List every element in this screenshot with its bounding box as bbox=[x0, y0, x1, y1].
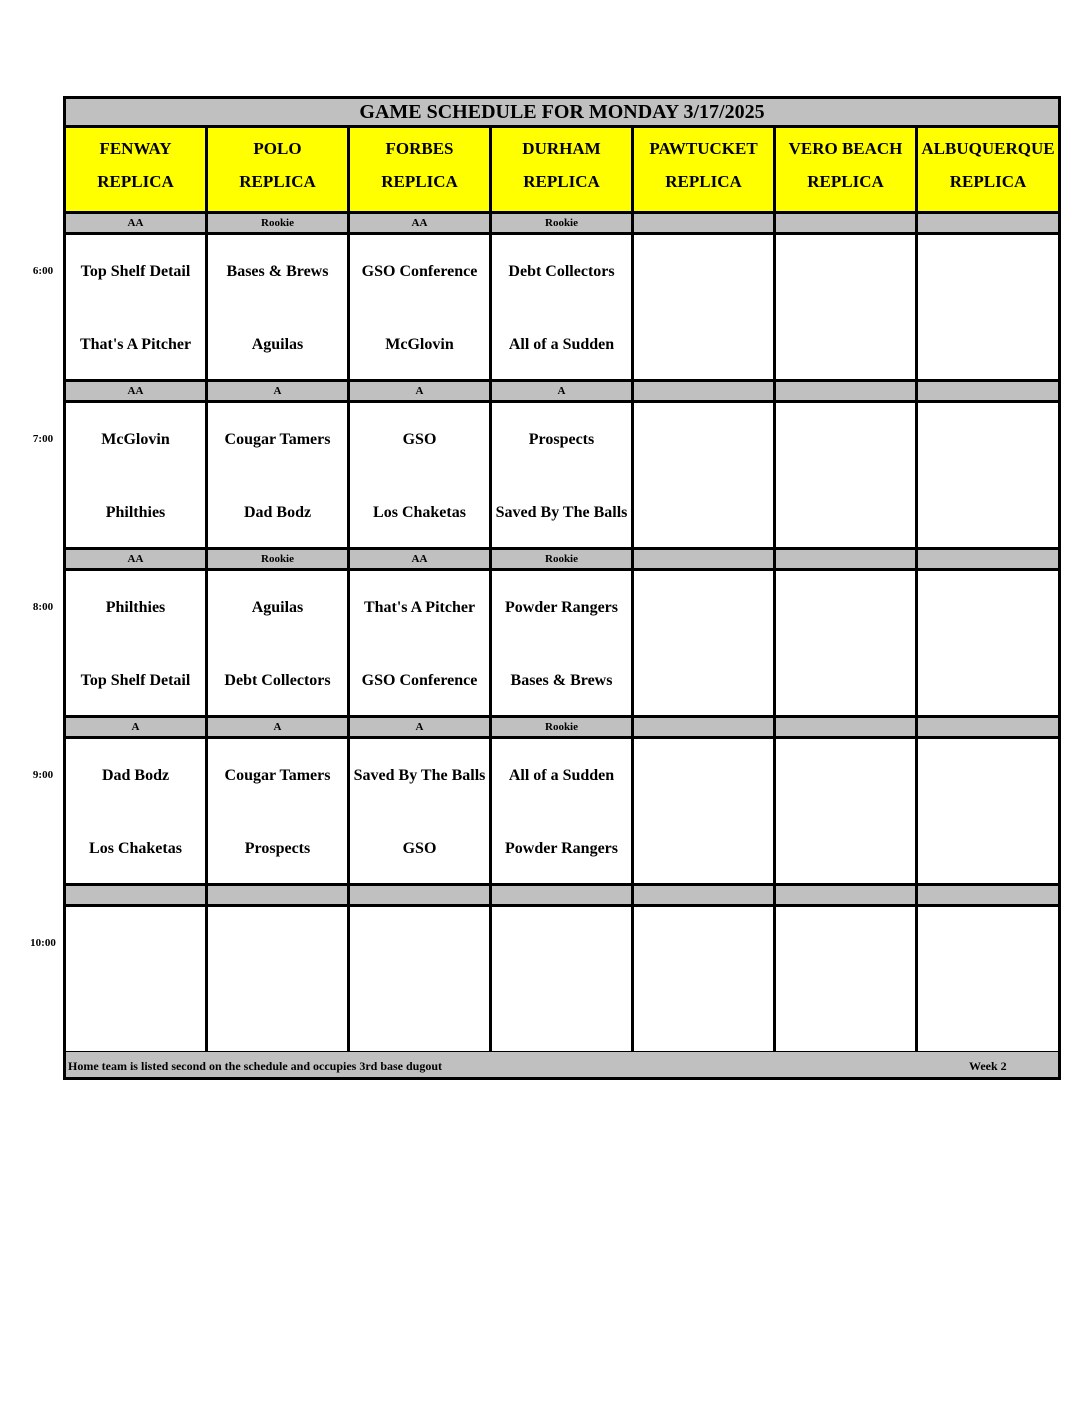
field-header bbox=[66, 128, 208, 211]
home-team bbox=[210, 994, 345, 1038]
division-label: Rookie bbox=[492, 214, 634, 232]
away-team bbox=[636, 753, 771, 797]
time-label: 9:00 bbox=[32, 769, 54, 781]
home-team: Los Chaketas bbox=[373, 503, 466, 521]
schedule-table bbox=[63, 96, 1061, 1080]
game-cell bbox=[350, 571, 492, 715]
division-label: AA bbox=[66, 550, 208, 568]
home-team bbox=[778, 826, 913, 870]
division-label: Rookie bbox=[492, 550, 634, 568]
division-row bbox=[66, 214, 1058, 235]
field-header bbox=[634, 128, 776, 211]
division-label bbox=[208, 886, 350, 904]
division-label bbox=[776, 382, 918, 400]
field-name: FORBES bbox=[385, 139, 454, 158]
game-cell bbox=[350, 403, 492, 547]
away-team: That's A Pitcher bbox=[363, 598, 476, 616]
game-cell bbox=[208, 235, 350, 379]
field-subtitle: REPLICA bbox=[523, 172, 600, 191]
home-team: GSO bbox=[402, 839, 437, 857]
away-team bbox=[920, 417, 1056, 461]
field-name: PAWTUCKET bbox=[649, 139, 758, 158]
away-team bbox=[352, 921, 487, 965]
game-cell bbox=[776, 571, 918, 715]
game-cell bbox=[208, 739, 350, 883]
away-team bbox=[778, 417, 913, 461]
away-team bbox=[778, 585, 913, 629]
division-label bbox=[634, 214, 776, 232]
division-row bbox=[66, 382, 1058, 403]
footer-bar bbox=[66, 1052, 1058, 1077]
home-team: Los Chaketas bbox=[89, 839, 182, 857]
away-team: Dad Bodz bbox=[101, 766, 170, 784]
week-label: Week 2 bbox=[969, 1059, 1007, 1073]
division-label: AA bbox=[66, 214, 208, 232]
field-header bbox=[918, 128, 1058, 211]
away-team: Saved By The Balls bbox=[353, 766, 486, 784]
division-label bbox=[634, 886, 776, 904]
game-cell bbox=[350, 907, 492, 1051]
game-cell bbox=[918, 907, 1058, 1051]
division-label bbox=[66, 886, 208, 904]
field-header-row bbox=[66, 128, 1058, 214]
away-team bbox=[636, 417, 771, 461]
division-label: A bbox=[66, 718, 208, 736]
game-cell bbox=[492, 907, 634, 1051]
game-cell bbox=[776, 739, 918, 883]
home-team: Aguilas bbox=[251, 335, 304, 353]
field-subtitle: REPLICA bbox=[381, 172, 458, 191]
division-label bbox=[918, 886, 1058, 904]
field-header bbox=[350, 128, 492, 211]
away-team bbox=[920, 921, 1056, 965]
away-team: Top Shelf Detail bbox=[80, 262, 191, 280]
away-team bbox=[920, 753, 1056, 797]
footer-note: Home team is listed second on the schedule and occupies 3rd base dugout bbox=[68, 1059, 443, 1073]
home-team: Prospects bbox=[244, 839, 311, 857]
game-cell bbox=[776, 907, 918, 1051]
away-team bbox=[920, 249, 1056, 293]
game-cell bbox=[634, 235, 776, 379]
field-name: VERO BEACH bbox=[788, 139, 903, 158]
home-team bbox=[636, 658, 771, 702]
away-team: Bases & Brews bbox=[226, 262, 329, 280]
game-row bbox=[66, 571, 1058, 718]
home-team: McGlovin bbox=[385, 335, 454, 353]
home-team bbox=[352, 994, 487, 1038]
field-subtitle: REPLICA bbox=[239, 172, 316, 191]
home-team bbox=[636, 826, 771, 870]
game-cell bbox=[66, 907, 208, 1051]
game-cell bbox=[492, 739, 634, 883]
home-team: Top Shelf Detail bbox=[80, 671, 191, 689]
game-cell bbox=[66, 403, 208, 547]
game-cell bbox=[776, 403, 918, 547]
time-label: 8:00 bbox=[32, 601, 54, 613]
away-team: Aguilas bbox=[251, 598, 304, 616]
away-team bbox=[636, 921, 771, 965]
field-name: DURHAM bbox=[522, 139, 601, 158]
division-label: AA bbox=[350, 214, 492, 232]
home-team bbox=[636, 490, 771, 534]
division-label: Rookie bbox=[208, 550, 350, 568]
division-label bbox=[776, 214, 918, 232]
field-subtitle: REPLICA bbox=[665, 172, 742, 191]
game-cell bbox=[66, 571, 208, 715]
division-label: AA bbox=[350, 550, 492, 568]
division-label bbox=[634, 382, 776, 400]
away-team bbox=[210, 921, 345, 965]
division-row bbox=[66, 886, 1058, 907]
game-cell bbox=[492, 403, 634, 547]
home-team: Saved By The Balls bbox=[495, 503, 628, 521]
division-label bbox=[918, 718, 1058, 736]
division-label: A bbox=[208, 382, 350, 400]
home-team: All of a Sudden bbox=[508, 335, 615, 353]
division-label: Rookie bbox=[492, 718, 634, 736]
away-team bbox=[778, 249, 913, 293]
home-team: Dad Bodz bbox=[243, 503, 312, 521]
home-team: Philthies bbox=[105, 503, 166, 521]
game-cell bbox=[634, 739, 776, 883]
away-team bbox=[68, 921, 203, 965]
game-cell bbox=[918, 403, 1058, 547]
away-team: All of a Sudden bbox=[508, 766, 615, 784]
game-cell bbox=[918, 571, 1058, 715]
away-team: Debt Collectors bbox=[508, 262, 615, 280]
home-team bbox=[920, 994, 1056, 1038]
field-header bbox=[208, 128, 350, 211]
field-subtitle: REPLICA bbox=[97, 172, 174, 191]
division-label: A bbox=[350, 718, 492, 736]
division-label bbox=[634, 550, 776, 568]
away-team bbox=[778, 753, 913, 797]
home-team bbox=[494, 994, 629, 1038]
field-name: ALBUQUERQUE bbox=[921, 139, 1055, 158]
division-label bbox=[776, 886, 918, 904]
game-cell bbox=[208, 571, 350, 715]
field-name: FENWAY bbox=[99, 139, 172, 158]
home-team bbox=[778, 322, 913, 366]
field-subtitle: REPLICA bbox=[949, 172, 1027, 191]
away-team: Cougar Tamers bbox=[224, 430, 331, 448]
game-cell bbox=[634, 403, 776, 547]
game-cell bbox=[634, 571, 776, 715]
division-label bbox=[918, 550, 1058, 568]
division-label: AA bbox=[66, 382, 208, 400]
field-header bbox=[492, 128, 634, 211]
away-team: GSO bbox=[402, 430, 437, 448]
home-team bbox=[920, 826, 1056, 870]
division-label bbox=[776, 550, 918, 568]
division-label bbox=[776, 718, 918, 736]
home-team bbox=[778, 490, 913, 534]
home-team bbox=[636, 994, 771, 1038]
game-cell bbox=[918, 739, 1058, 883]
division-label bbox=[350, 886, 492, 904]
division-label bbox=[634, 718, 776, 736]
away-team: GSO Conference bbox=[361, 262, 478, 280]
away-team bbox=[778, 921, 913, 965]
field-header bbox=[776, 128, 918, 211]
time-label: 6:00 bbox=[32, 265, 54, 277]
home-team bbox=[920, 322, 1056, 366]
away-team bbox=[920, 585, 1056, 629]
away-team: Prospects bbox=[528, 430, 595, 448]
home-team: Debt Collectors bbox=[224, 671, 331, 689]
home-team bbox=[920, 490, 1056, 534]
game-cell bbox=[66, 235, 208, 379]
away-team bbox=[494, 921, 629, 965]
away-team: McGlovin bbox=[101, 430, 170, 448]
division-label: A bbox=[492, 382, 634, 400]
division-label: Rookie bbox=[208, 214, 350, 232]
game-row bbox=[66, 907, 1058, 1054]
game-cell bbox=[634, 907, 776, 1051]
game-row bbox=[66, 739, 1058, 886]
division-label bbox=[492, 886, 634, 904]
field-name: POLO bbox=[253, 139, 302, 158]
home-team bbox=[920, 658, 1056, 702]
game-cell bbox=[350, 739, 492, 883]
field-subtitle: REPLICA bbox=[807, 172, 884, 191]
division-label bbox=[918, 382, 1058, 400]
away-team: Cougar Tamers bbox=[224, 766, 331, 784]
game-row bbox=[66, 403, 1058, 550]
game-cell bbox=[492, 571, 634, 715]
home-team: Powder Rangers bbox=[504, 839, 619, 857]
away-team bbox=[636, 585, 771, 629]
time-label: 10:00 bbox=[30, 937, 56, 949]
away-team: Powder Rangers bbox=[504, 598, 619, 616]
division-label bbox=[918, 214, 1058, 232]
game-cell bbox=[208, 403, 350, 547]
game-cell bbox=[350, 235, 492, 379]
home-team: GSO Conference bbox=[361, 671, 478, 689]
home-team: Bases & Brews bbox=[510, 671, 613, 689]
home-team bbox=[778, 658, 913, 702]
home-team: That's A Pitcher bbox=[79, 335, 192, 353]
time-label: 7:00 bbox=[32, 433, 54, 445]
game-cell bbox=[492, 235, 634, 379]
division-label: A bbox=[208, 718, 350, 736]
game-cell bbox=[918, 235, 1058, 379]
game-cell bbox=[208, 907, 350, 1051]
schedule-title: GAME SCHEDULE FOR MONDAY 3/17/2025 bbox=[66, 99, 1058, 128]
game-cell bbox=[66, 739, 208, 883]
game-cell bbox=[776, 235, 918, 379]
game-row bbox=[66, 235, 1058, 382]
away-team bbox=[636, 249, 771, 293]
division-label: A bbox=[350, 382, 492, 400]
home-team bbox=[636, 322, 771, 366]
division-row bbox=[66, 718, 1058, 739]
division-row bbox=[66, 550, 1058, 571]
home-team bbox=[778, 994, 913, 1038]
home-team bbox=[68, 994, 203, 1038]
away-team: Philthies bbox=[105, 598, 166, 616]
